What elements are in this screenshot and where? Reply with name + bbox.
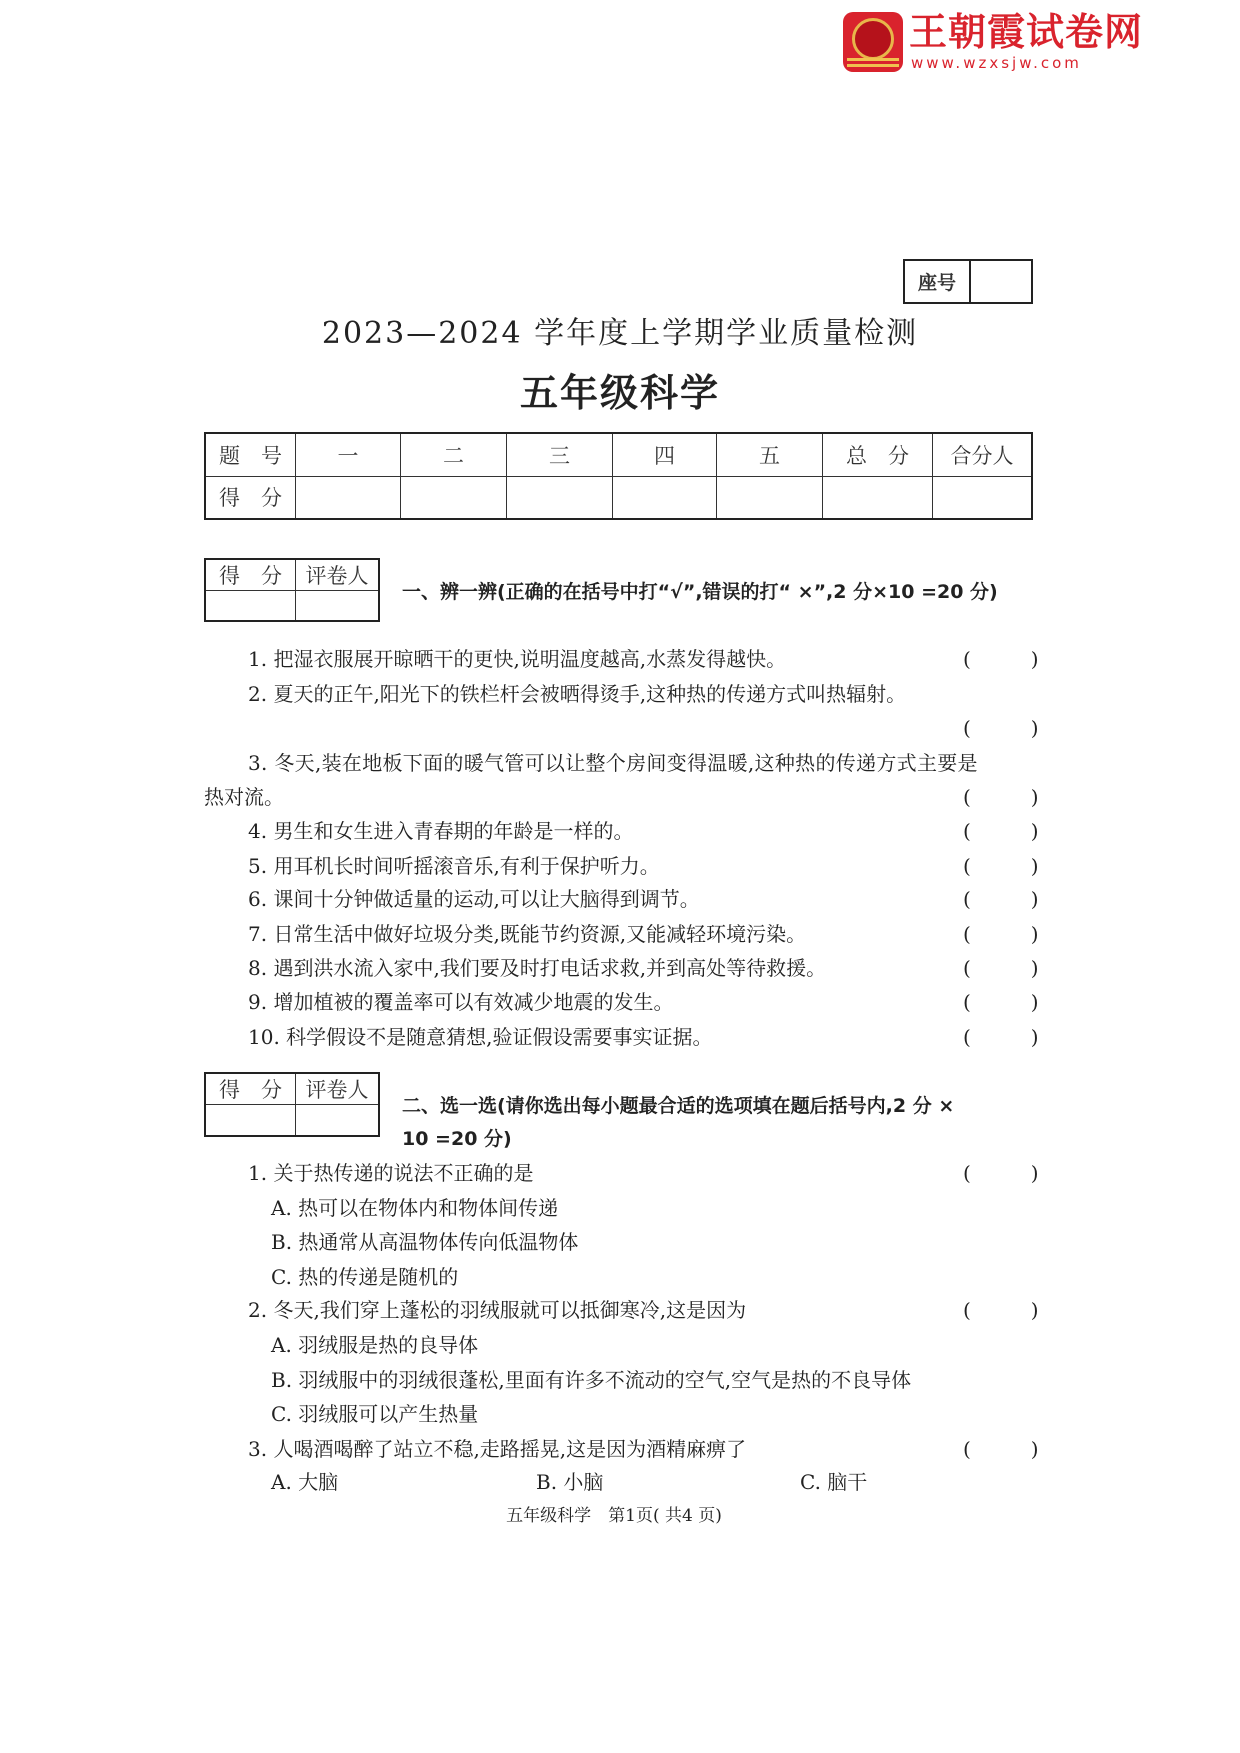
score-cell[interactable] (507, 476, 613, 519)
exam-title: 2023—2024 学年度上学期学业质量检测 (321, 316, 919, 351)
option: C. 脑干 (800, 1470, 868, 1494)
grader-score-label: 得 分 (205, 1073, 296, 1105)
option: A. 羽绒服是热的良导体 (271, 1333, 479, 1357)
question: 1. 关于热传递的说法不正确的是 (248, 1161, 534, 1185)
score-header-cell: 三 (507, 433, 613, 476)
logo-badge-icon (843, 12, 903, 72)
answer-blank[interactable]: ( ) (963, 1161, 1039, 1185)
question: 7. 日常生活中做好垃圾分类,既能节约资源,又能减轻环境污染。 (248, 922, 807, 946)
answer-blank[interactable]: ( ) (963, 922, 1039, 946)
option: A. 大脑 (271, 1470, 339, 1494)
seat-number-box (903, 259, 1033, 304)
score-header-cell: 合分人 (933, 433, 1033, 476)
score-header-cell: 一 (296, 433, 401, 476)
grader-label: 评卷人 (296, 559, 380, 591)
answer-blank[interactable]: ( ) (963, 956, 1039, 980)
section2-heading-cont: 10 =20 分) (402, 1128, 512, 1150)
question: 2. 夏天的正午,阳光下的铁栏杆会被晒得烫手,这种热的传递方式叫热辐射。 (248, 682, 907, 706)
grader-score-cell[interactable] (205, 1105, 296, 1137)
page-footer: 五年级科学 第1页( 共4 页) (506, 1506, 722, 1526)
score-table (204, 432, 1033, 520)
seat-label: 座号 (904, 260, 970, 303)
score-cell[interactable] (933, 476, 1033, 519)
question: 6. 课间十分钟做适量的运动,可以让大脑得到调节。 (248, 887, 700, 911)
question: 4. 男生和女生进入青春期的年龄是一样的。 (248, 819, 634, 843)
question: 10. 科学假设不是随意猜想,验证假设需要事实证据。 (248, 1025, 713, 1049)
option: A. 热可以在物体内和物体间传递 (271, 1196, 559, 1220)
section2-grader-box (204, 1072, 380, 1137)
logo-title: 王朝霞试卷网 (909, 10, 1144, 54)
score-header-cell: 四 (613, 433, 717, 476)
option: B. 小脑 (536, 1470, 604, 1494)
answer-blank[interactable]: ( ) (963, 716, 1039, 740)
grader-score-label: 得 分 (205, 559, 296, 591)
grader-name-cell[interactable] (296, 591, 380, 622)
logo-url: www.wzxsjw.com (911, 54, 1082, 72)
section2-heading: 二、选一选(请你选出每小题最合适的选项填在题后括号内,2 分 × (402, 1095, 955, 1117)
score-header-cell: 总 分 (823, 433, 933, 476)
answer-blank[interactable]: ( ) (963, 1298, 1039, 1322)
grader-name-cell[interactable] (296, 1105, 380, 1137)
grader-label: 评卷人 (296, 1073, 380, 1105)
option: B. 羽绒服中的羽绒很蓬松,里面有许多不流动的空气,空气是热的不良导体 (271, 1368, 912, 1392)
score-cell[interactable] (401, 476, 507, 519)
answer-blank[interactable]: ( ) (963, 647, 1039, 671)
question: 1. 把湿衣服展开晾晒干的更快,说明温度越高,水蒸发得越快。 (248, 647, 787, 671)
seat-value[interactable] (970, 260, 1032, 303)
answer-blank[interactable]: ( ) (963, 819, 1039, 843)
score-cell[interactable] (717, 476, 823, 519)
question: 5. 用耳机长时间听摇滚音乐,有利于保护听力。 (248, 854, 660, 878)
question: 8. 遇到洪水流入家中,我们要及时打电话求救,并到高处等待救援。 (248, 956, 827, 980)
section1-heading: 一、辨一辨(正确的在括号中打“√”,错误的打“ ×”,2 分×10 =20 分) (402, 581, 998, 603)
question: 9. 增加植被的覆盖率可以有效减少地震的发生。 (248, 990, 674, 1014)
option: B. 热通常从高温物体传向低温物体 (271, 1230, 579, 1254)
subject-title: 五年级科学 (519, 371, 720, 415)
option: C. 热的传递是随机的 (271, 1265, 459, 1289)
score-cell[interactable] (296, 476, 401, 519)
score-header-cell: 二 (401, 433, 507, 476)
answer-blank[interactable]: ( ) (963, 854, 1039, 878)
answer-blank[interactable]: ( ) (963, 887, 1039, 911)
site-logo (843, 10, 1153, 76)
answer-blank[interactable]: ( ) (963, 785, 1039, 809)
section1-grader-box (204, 558, 380, 622)
question: 2. 冬天,我们穿上蓬松的羽绒服就可以抵御寒冷,这是因为 (248, 1298, 747, 1322)
question-continuation: 热对流。 (204, 785, 284, 809)
answer-blank[interactable]: ( ) (963, 990, 1039, 1014)
score-row-label: 得 分 (205, 476, 296, 519)
score-header-cell: 五 (717, 433, 823, 476)
score-cell[interactable] (613, 476, 717, 519)
score-cell[interactable] (823, 476, 933, 519)
question: 3. 人喝酒喝醉了站立不稳,走路摇晃,这是因为酒精麻痹了 (248, 1437, 747, 1461)
score-header-cell: 题 号 (205, 433, 296, 476)
question: 3. 冬天,装在地板下面的暖气管可以让整个房间变得温暖,这种热的传递方式主要是 (248, 751, 978, 775)
answer-blank[interactable]: ( ) (963, 1025, 1039, 1049)
answer-blank[interactable]: ( ) (963, 1437, 1039, 1461)
option: C. 羽绒服可以产生热量 (271, 1402, 479, 1426)
grader-score-cell[interactable] (205, 591, 296, 622)
